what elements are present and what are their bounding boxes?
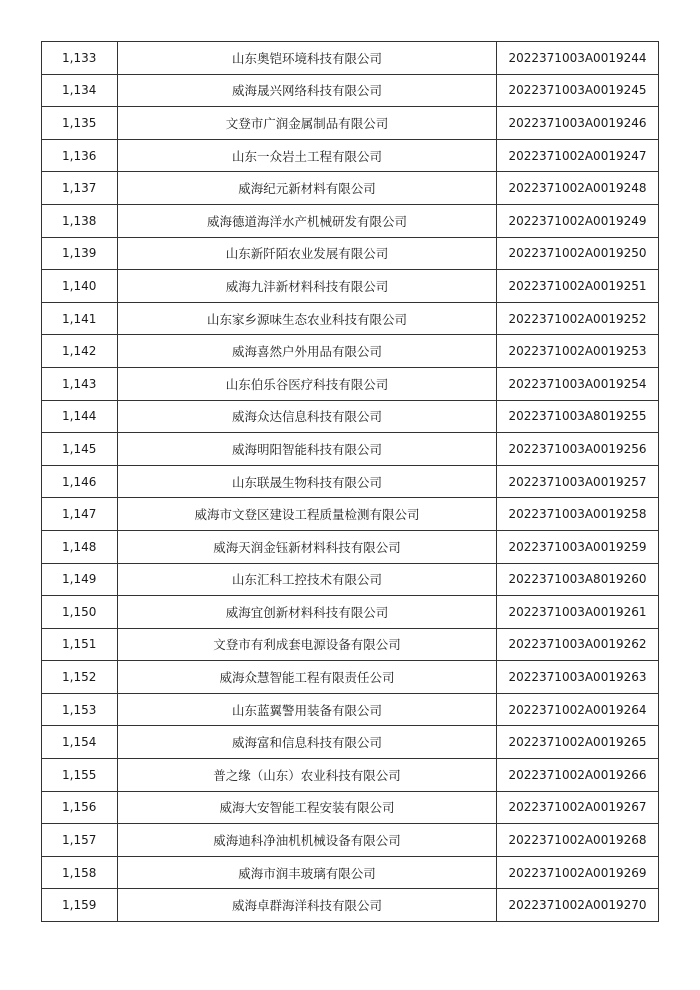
- table-row: [42, 42, 659, 75]
- registration-code-cell: 2022371002A0019265: [497, 726, 659, 759]
- registration-code-cell: 2022371002A0019250: [497, 237, 659, 270]
- company-name-cell: 山东伯乐谷医疗科技有限公司: [118, 367, 497, 400]
- table-row: [42, 791, 659, 824]
- row-number-cell: 1,151: [42, 628, 118, 661]
- company-registry-table: [41, 41, 659, 922]
- registration-code-cell: 2022371002A0019269: [497, 856, 659, 889]
- registration-code-cell: 2022371002A0019247: [497, 139, 659, 172]
- company-name-cell: 威海大安智能工程安装有限公司: [118, 791, 497, 824]
- table-row: [42, 498, 659, 531]
- registration-code-cell: 2022371003A0019257: [497, 465, 659, 498]
- row-number-cell: 1,154: [42, 726, 118, 759]
- row-number-cell: 1,159: [42, 889, 118, 922]
- table-row: [42, 107, 659, 140]
- registration-code-cell: 2022371002A0019252: [497, 302, 659, 335]
- table-row: [42, 628, 659, 661]
- company-name-cell: 威海纪元新材料有限公司: [118, 172, 497, 205]
- table-row: [42, 335, 659, 368]
- row-number-cell: 1,150: [42, 596, 118, 629]
- registration-code-cell: 2022371003A0019261: [497, 596, 659, 629]
- registration-code-cell: 2022371003A0019246: [497, 107, 659, 140]
- table-row: [42, 596, 659, 629]
- row-number-cell: 1,143: [42, 367, 118, 400]
- table-row: [42, 465, 659, 498]
- row-number-cell: 1,152: [42, 661, 118, 694]
- table-row: [42, 433, 659, 466]
- company-name-cell: 威海明阳智能科技有限公司: [118, 433, 497, 466]
- company-name-cell: 山东联晟生物科技有限公司: [118, 465, 497, 498]
- table-row: [42, 693, 659, 726]
- company-name-cell: 威海富和信息科技有限公司: [118, 726, 497, 759]
- company-name-cell: 山东奥铠环境科技有限公司: [118, 42, 497, 75]
- company-name-cell: 山东家乡源味生态农业科技有限公司: [118, 302, 497, 335]
- table-row: [42, 759, 659, 792]
- company-name-cell: 普之缘（山东）农业科技有限公司: [118, 759, 497, 792]
- registration-code-cell: 2022371003A0019258: [497, 498, 659, 531]
- table-row: [42, 172, 659, 205]
- row-number-cell: 1,135: [42, 107, 118, 140]
- row-number-cell: 1,139: [42, 237, 118, 270]
- company-name-cell: 威海九沣新材料科技有限公司: [118, 270, 497, 303]
- table-row: [42, 530, 659, 563]
- row-number-cell: 1,153: [42, 693, 118, 726]
- registration-code-cell: 2022371003A0019254: [497, 367, 659, 400]
- company-name-cell: 威海喜然户外用品有限公司: [118, 335, 497, 368]
- registration-code-cell: 2022371003A0019256: [497, 433, 659, 466]
- table-row: [42, 204, 659, 237]
- company-name-cell: 山东新阡陌农业发展有限公司: [118, 237, 497, 270]
- company-name-cell: 威海众达信息科技有限公司: [118, 400, 497, 433]
- company-name-cell: 文登市广润金属制品有限公司: [118, 107, 497, 140]
- company-name-cell: 威海宜创新材料科技有限公司: [118, 596, 497, 629]
- row-number-cell: 1,146: [42, 465, 118, 498]
- registration-code-cell: 2022371002A0019253: [497, 335, 659, 368]
- row-number-cell: 1,156: [42, 791, 118, 824]
- row-number-cell: 1,155: [42, 759, 118, 792]
- registration-code-cell: 2022371002A0019248: [497, 172, 659, 205]
- registration-code-cell: 2022371003A0019262: [497, 628, 659, 661]
- registration-code-cell: 2022371003A0019263: [497, 661, 659, 694]
- row-number-cell: 1,134: [42, 74, 118, 107]
- registration-code-cell: 2022371003A8019260: [497, 563, 659, 596]
- company-name-cell: 山东汇科工控技术有限公司: [118, 563, 497, 596]
- company-name-cell: 威海晟兴网络科技有限公司: [118, 74, 497, 107]
- company-name-cell: 威海众慧智能工程有限责任公司: [118, 661, 497, 694]
- table-row: [42, 889, 659, 922]
- registration-code-cell: 2022371003A0019244: [497, 42, 659, 75]
- table-row: [42, 302, 659, 335]
- row-number-cell: 1,137: [42, 172, 118, 205]
- row-number-cell: 1,140: [42, 270, 118, 303]
- registration-code-cell: 2022371003A0019245: [497, 74, 659, 107]
- company-name-cell: 威海迪科净油机机械设备有限公司: [118, 824, 497, 857]
- table-body: [42, 42, 659, 922]
- registration-code-cell: 2022371002A0019249: [497, 204, 659, 237]
- row-number-cell: 1,136: [42, 139, 118, 172]
- row-number-cell: 1,142: [42, 335, 118, 368]
- row-number-cell: 1,144: [42, 400, 118, 433]
- company-name-cell: 威海德道海洋水产机械研发有限公司: [118, 204, 497, 237]
- table-row: [42, 270, 659, 303]
- registration-code-cell: 2022371002A0019268: [497, 824, 659, 857]
- row-number-cell: 1,157: [42, 824, 118, 857]
- registration-code-cell: 2022371002A0019251: [497, 270, 659, 303]
- company-name-cell: 威海卓群海洋科技有限公司: [118, 889, 497, 922]
- company-name-cell: 威海市润丰玻璃有限公司: [118, 856, 497, 889]
- registration-code-cell: 2022371002A0019267: [497, 791, 659, 824]
- company-name-cell: 威海天润金钰新材料科技有限公司: [118, 530, 497, 563]
- table-row: [42, 563, 659, 596]
- table-row: [42, 856, 659, 889]
- registration-code-cell: 2022371002A0019264: [497, 693, 659, 726]
- company-name-cell: 山东蓝翼警用装备有限公司: [118, 693, 497, 726]
- registration-code-cell: 2022371003A8019255: [497, 400, 659, 433]
- registration-code-cell: 2022371003A0019259: [497, 530, 659, 563]
- table-row: [42, 237, 659, 270]
- row-number-cell: 1,138: [42, 204, 118, 237]
- row-number-cell: 1,148: [42, 530, 118, 563]
- table-row: [42, 661, 659, 694]
- row-number-cell: 1,133: [42, 42, 118, 75]
- table-row: [42, 367, 659, 400]
- company-name-cell: 山东一众岩土工程有限公司: [118, 139, 497, 172]
- row-number-cell: 1,149: [42, 563, 118, 596]
- table-row: [42, 74, 659, 107]
- table-row: [42, 400, 659, 433]
- company-name-cell: 文登市有利成套电源设备有限公司: [118, 628, 497, 661]
- registration-code-cell: 2022371002A0019270: [497, 889, 659, 922]
- table-row: [42, 726, 659, 759]
- registration-code-cell: 2022371002A0019266: [497, 759, 659, 792]
- row-number-cell: 1,145: [42, 433, 118, 466]
- table-row: [42, 139, 659, 172]
- row-number-cell: 1,147: [42, 498, 118, 531]
- table-row: [42, 824, 659, 857]
- row-number-cell: 1,141: [42, 302, 118, 335]
- row-number-cell: 1,158: [42, 856, 118, 889]
- company-name-cell: 威海市文登区建设工程质量检测有限公司: [118, 498, 497, 531]
